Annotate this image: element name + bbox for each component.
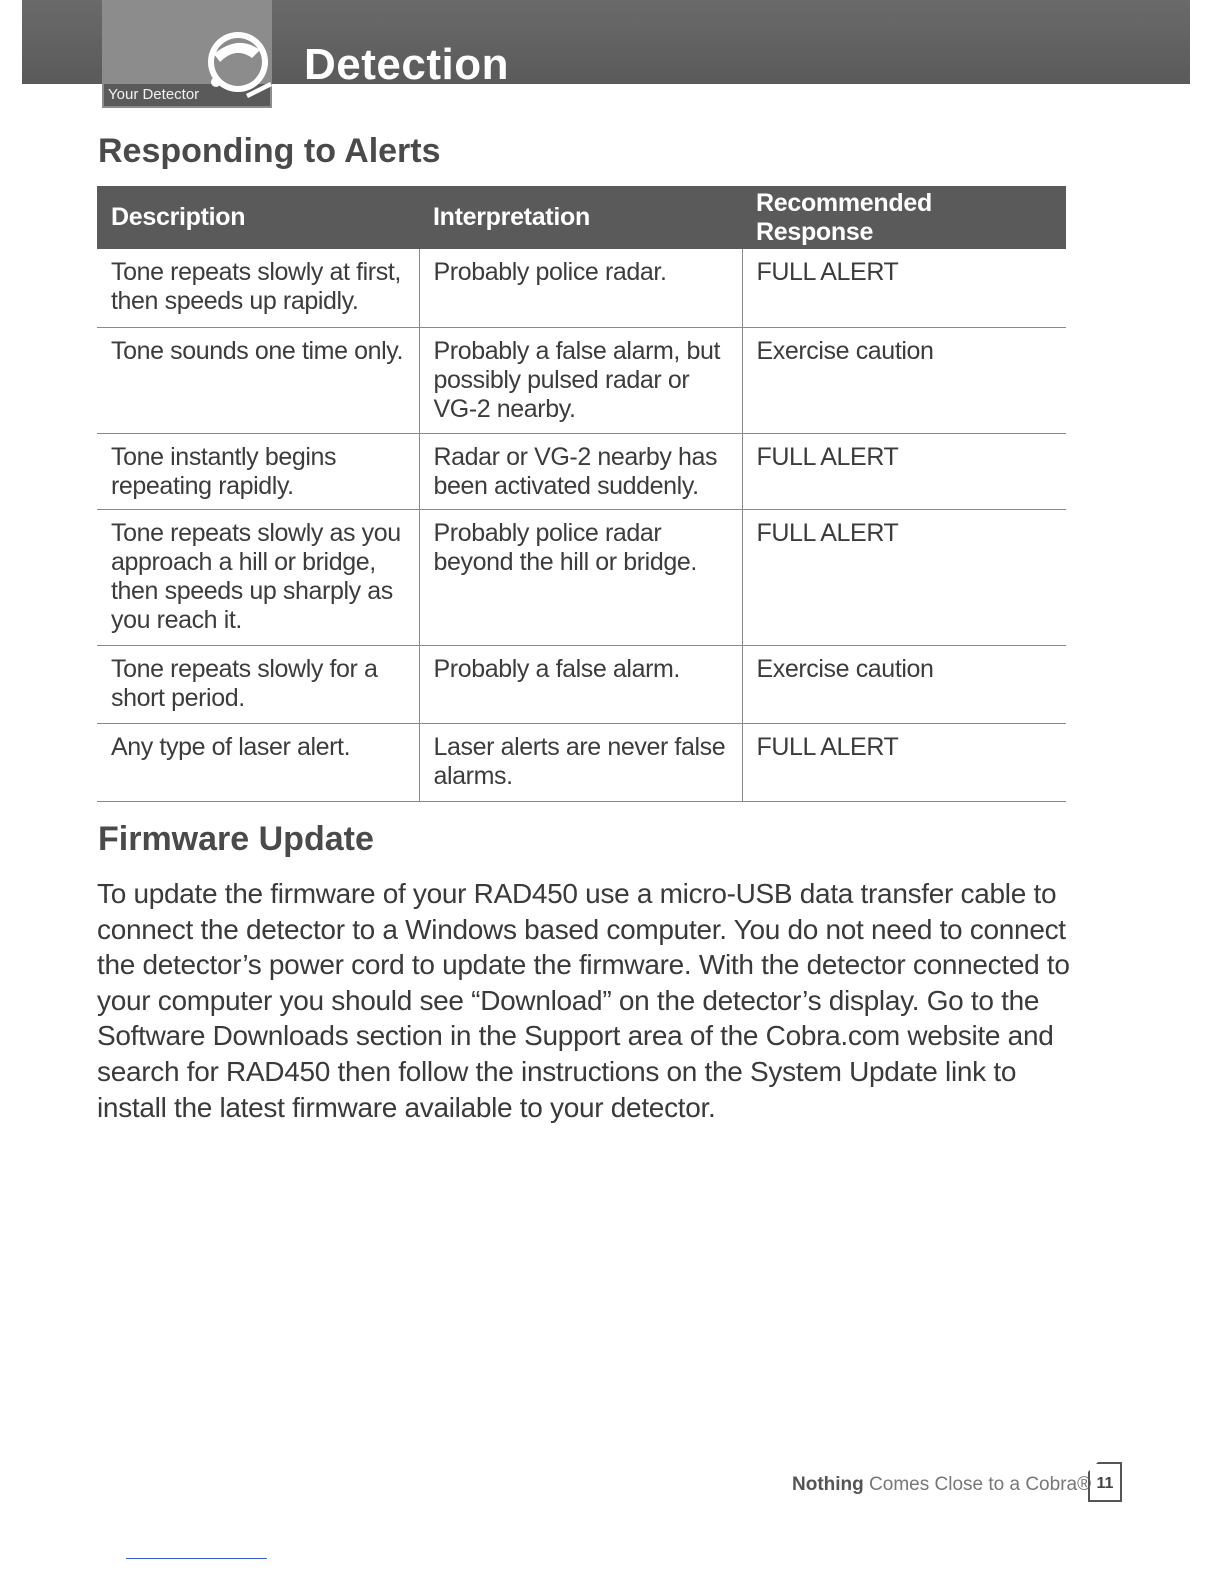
description-cell: Tone repeats slowly as you approach a hill or bridge, then speeds up sharply as you reach it. — [97, 509, 419, 645]
tab-label: Your Detector — [104, 84, 270, 106]
description-cell: Tone sounds one time only. — [97, 327, 419, 433]
firmware-paragraph: To update the firmware of your RAD450 use a micro-USB data transfer cable to connect the detector to a Windows based computer. You do not need to connect the detector’s power cord to update the firmware. With the detector connected to your computer you should see “Download” on the detector’s display. Go to the Software Downloads section in the Support area of the Cobra.com website and search for RAD450 then follow the instructions on the System Update link to install the latest firmware available to your detector. — [97, 878, 1070, 1123]
alerts-heading: Responding to Alerts — [98, 132, 441, 170]
table-row — [97, 327, 1066, 433]
tagline-rest: Comes Close to a Cobra® — [869, 1474, 1092, 1495]
tagline-bold: Nothing — [792, 1474, 864, 1495]
interpretation-cell: Probably police radar. — [419, 249, 742, 327]
response-cell: Exercise caution — [742, 645, 1066, 723]
table-row — [97, 433, 1066, 509]
response-cell: FULL ALERT — [742, 509, 1066, 645]
response-cell: Exercise caution — [742, 327, 1066, 433]
detector-icon — [200, 24, 276, 104]
table-row — [97, 249, 1066, 327]
section-title: Detection — [304, 40, 509, 89]
description-cell: Tone instantly begins repeating rapidly. — [97, 433, 419, 509]
interpretation-cell: Radar or VG-2 nearby has been activated suddenly. — [419, 433, 742, 509]
column-header: Interpretation — [419, 186, 742, 249]
footer-tagline — [792, 1474, 1091, 1496]
interpretation-cell: Laser alerts are never false alarms. — [419, 723, 742, 801]
table-header-row — [97, 186, 1066, 249]
response-cell: FULL ALERT — [742, 249, 1066, 327]
response-cell: FULL ALERT — [742, 723, 1066, 801]
column-header: Recommended Response — [742, 186, 1066, 249]
interpretation-cell: Probably police radar beyond the hill or bridge. — [419, 509, 742, 645]
description-cell: Tone repeats slowly at first, then speeds up rapidly. — [97, 249, 419, 327]
table-row — [97, 645, 1066, 723]
table-row — [97, 509, 1066, 645]
firmware-heading: Firmware Update — [98, 820, 374, 858]
interpretation-cell: Probably a false alarm, but possibly pulsed radar or VG-2 nearby. — [419, 327, 742, 433]
divider — [126, 1558, 267, 1559]
table-row — [97, 723, 1066, 801]
description-cell: Any type of laser alert. — [97, 723, 419, 801]
interpretation-cell: Probably a false alarm. — [419, 645, 742, 723]
description-cell: Tone repeats slowly for a short period. — [97, 645, 419, 723]
column-header: Description — [97, 186, 419, 249]
response-cell: FULL ALERT — [742, 433, 1066, 509]
alerts-table — [97, 186, 1066, 802]
page-number: 11 — [1088, 1462, 1122, 1502]
